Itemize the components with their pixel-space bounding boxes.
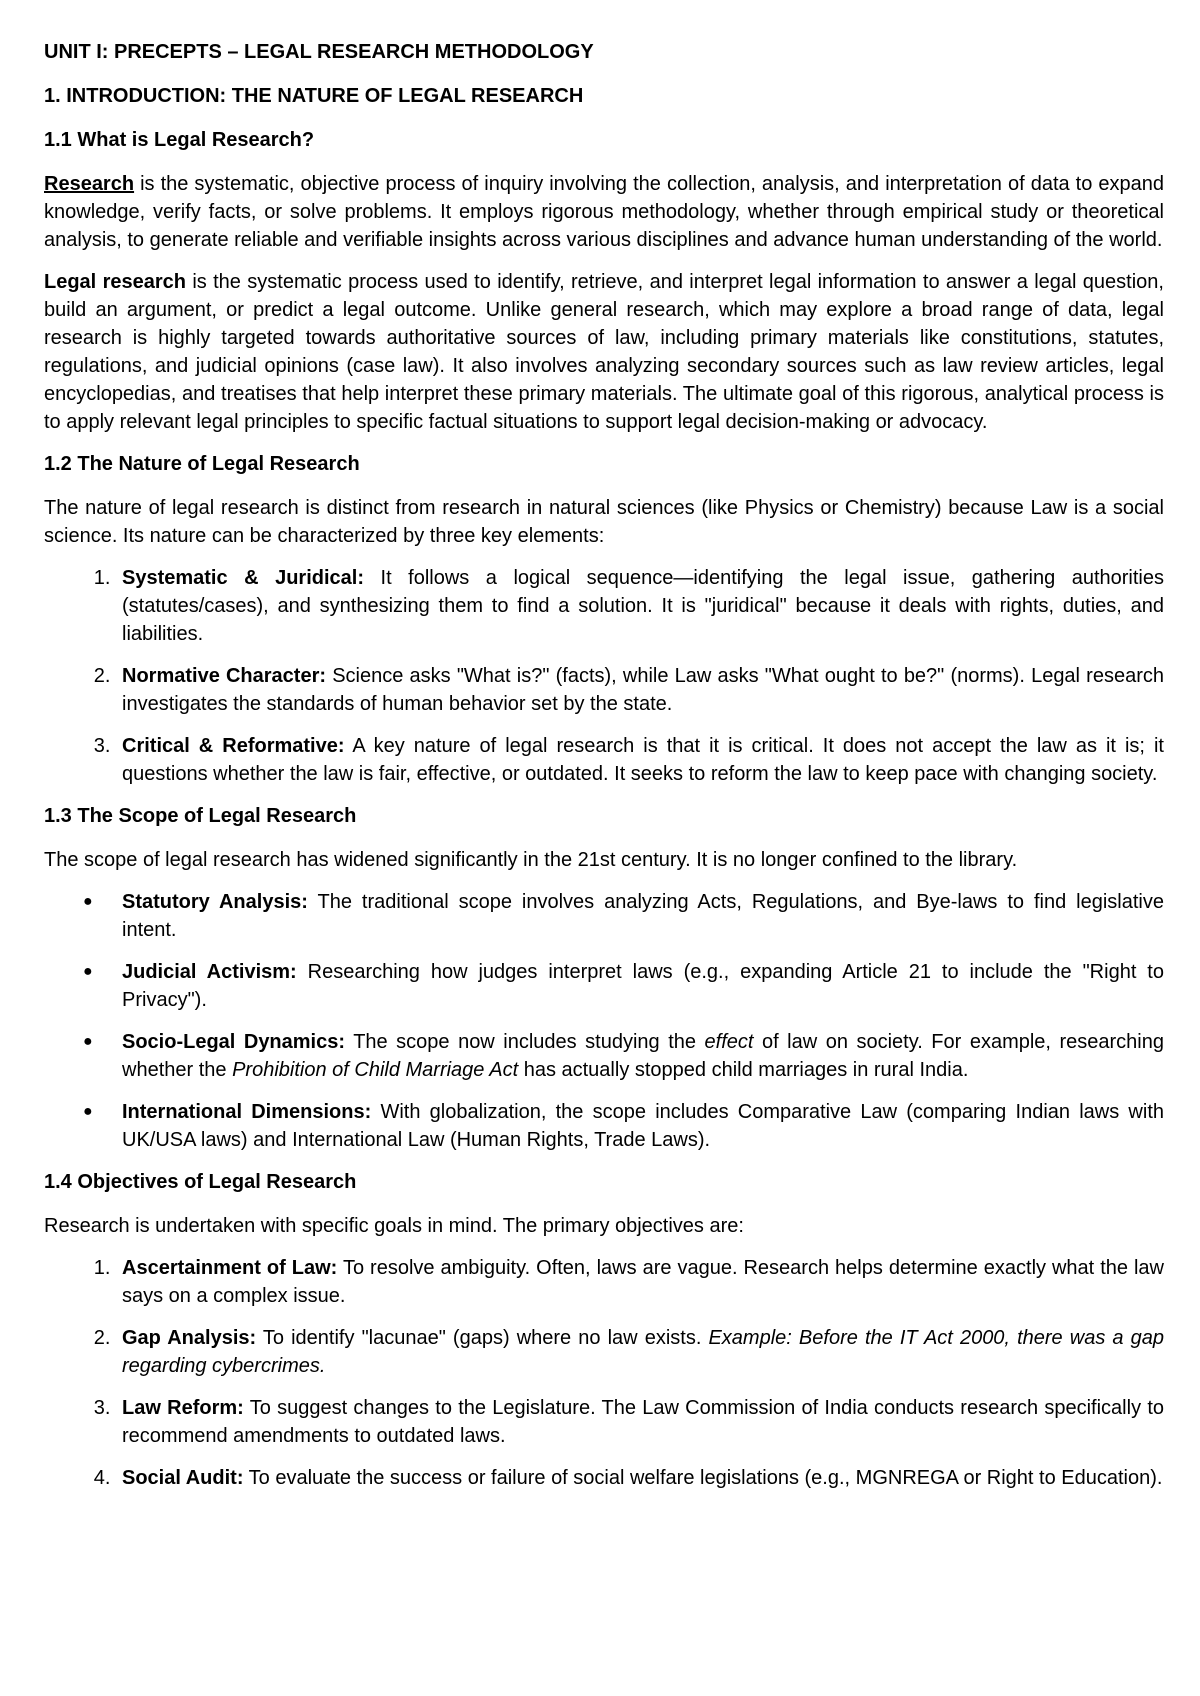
item-italic: Prohibition of Child Marriage Act (232, 1059, 519, 1081)
item-text: of law on society. For example, researching whether the (122, 1031, 1164, 1081)
item-text: Science asks "What is?" (facts), while Law asks "What ought to be?" (norms). Legal research investigates the standards of human behavior set by the state. (122, 665, 1164, 715)
list-item (83, 888, 1164, 944)
item-text: To resolve ambiguity. Often, laws are vague. Research helps determine exactly what the law says on a complex issue. (122, 1257, 1165, 1307)
item-text: The scope now includes studying the (345, 1031, 705, 1053)
item-text: To evaluate the success or failure of social welfare legislations (e.g., MGNREGA or Right to Education). (243, 1467, 1163, 1489)
subsection-title-1-4: 1.4 Objectives of Legal Research (44, 1171, 357, 1193)
item-label: Statutory Analysis: (122, 891, 308, 913)
item-label: Gap Analysis: (122, 1327, 257, 1349)
nature-intro: The nature of legal research is distinct from research in natural sciences (like Physics or Chemistry) because Law is a social science. Its nature can be characterized by three key elements: (44, 497, 1164, 547)
list-item (116, 1394, 1164, 1450)
unit-title: UNIT I: PRECEPTS – LEGAL RESEARCH METHODOLOGY (44, 41, 594, 63)
bullet-icon: ● (83, 1103, 93, 1120)
list-item (116, 1464, 1164, 1492)
subsection-title-1-1: 1.1 What is Legal Research? (44, 129, 315, 151)
section-title: 1. INTRODUCTION: THE NATURE OF LEGAL RESEARCH (44, 85, 584, 107)
bullet-icon: ● (83, 1033, 93, 1050)
item-text: Researching how judges interpret laws (e.g., expanding Article 21 to include the "Right to Privacy"). (122, 961, 1164, 1011)
item-label: Judicial Activism: (122, 961, 297, 983)
list-item (83, 1098, 1164, 1154)
item-text: It follows a logical sequence—identifying the legal issue, gathering authorities (statutes/cases), and synthesizing them to find a solution. It is "juridical" because it deals with rights, duties, and liabilities. (122, 567, 1164, 645)
item-text: A key nature of legal research is that it is critical. It does not accept the law as it is; it questions whether the law is fair, effective, or outdated. It seeks to reform the law to keep pace with changing society. (122, 735, 1164, 785)
scope-list (44, 888, 1164, 1154)
research-definition (44, 170, 1164, 254)
scope-intro: The scope of legal research has widened significantly in the 21st century. It is no longer confined to the library. (44, 849, 1018, 871)
item-label: Social Audit: (122, 1467, 244, 1489)
legal-research-definition-text: is the systematic process used to identify, retrieve, and interpret legal information to answer a legal question, build an argument, or predict a legal outcome. Unlike general research, which may explore a broad range of data, legal research is highly targeted towards authoritative sources of law, including primary materials like constitutions, statutes, regulations, and judicial opinions (case law). It also involves analyzing secondary sources such as law review articles, legal encyclopedias, and treatises that help interpret these primary materials. The ultimate goal of this rigorous, analytical process is to apply relevant legal principles to specific factual situations to support legal decision-making or advocacy. (44, 271, 1164, 433)
list-item (116, 1324, 1164, 1380)
list-item (116, 732, 1164, 788)
bullet-icon: ● (83, 963, 93, 980)
list-item (116, 564, 1164, 648)
subsection-title-1-2: 1.2 The Nature of Legal Research (44, 453, 360, 475)
objectives-list (44, 1254, 1164, 1492)
legal-research-definition (44, 268, 1164, 436)
list-item (116, 1254, 1164, 1310)
item-label: International Dimensions: (122, 1101, 372, 1123)
item-text: has actually stopped child marriages in rural India. (518, 1059, 969, 1081)
list-item (83, 1028, 1164, 1084)
item-label: Socio-Legal Dynamics: (122, 1031, 346, 1053)
nature-list (44, 564, 1164, 788)
item-label: Law Reform: (122, 1397, 244, 1419)
research-term: Research (44, 173, 135, 195)
item-label: Ascertainment of Law: (122, 1257, 338, 1279)
item-text: To identify "lacunae" (gaps) where no law exists. (256, 1327, 709, 1349)
item-text: The traditional scope involves analyzing Acts, Regulations, and Bye-laws to find legislative intent. (122, 891, 1164, 941)
item-label: Critical & Reformative: (122, 735, 345, 757)
list-item (116, 662, 1164, 718)
legal-research-term: Legal research (44, 271, 186, 293)
item-italic: Example: Before the IT Act 2000, there was a gap regarding cybercrimes. (122, 1327, 1164, 1377)
research-definition-text: is the systematic, objective process of inquiry involving the collection, analysis, and interpretation of data to expand knowledge, verify facts, or solve problems. It employs rigorous methodology, whether through empirical study or theoretical analysis, to generate reliable and verifiable insights across various disciplines and advance human understanding of the world. (44, 173, 1164, 251)
objectives-intro: Research is undertaken with specific goals in mind. The primary objectives are: (44, 1215, 744, 1237)
list-item (83, 958, 1164, 1014)
bullet-icon: ● (83, 893, 93, 910)
item-text: To suggest changes to the Legislature. The Law Commission of India conducts research specifically to recommend amendments to outdated laws. (122, 1397, 1164, 1447)
item-italic: effect (704, 1031, 754, 1053)
item-label: Normative Character: (122, 665, 327, 687)
item-text: With globalization, the scope includes Comparative Law (comparing Indian laws with UK/USA laws) and International Law (Human Rights, Trade Laws). (122, 1101, 1164, 1151)
subsection-title-1-3: 1.3 The Scope of Legal Research (44, 805, 357, 827)
item-label: Systematic & Juridical: (122, 567, 365, 589)
